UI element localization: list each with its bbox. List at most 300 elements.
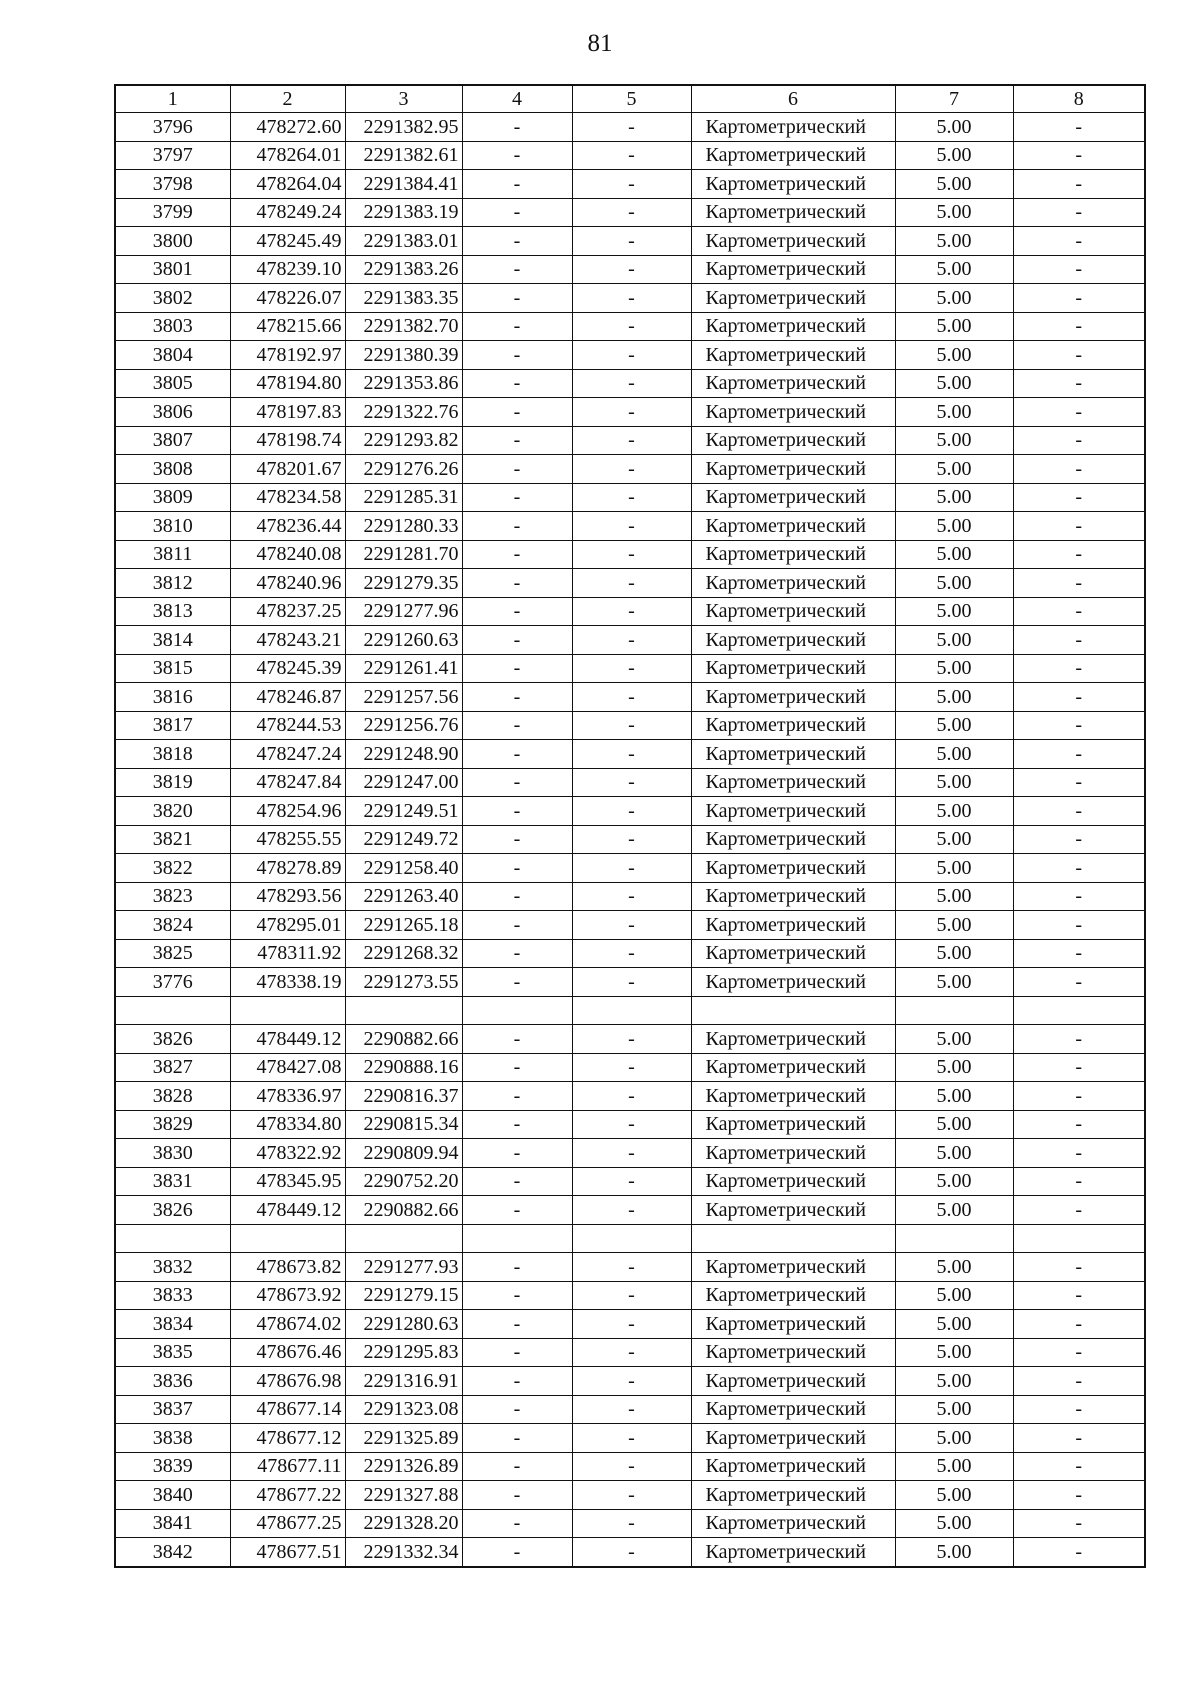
y-coordinate-cell: 2291280.33 — [345, 512, 462, 541]
table-row — [115, 597, 1145, 626]
point-number-cell: 3833 — [115, 1281, 230, 1310]
method-cell: Картометрический — [691, 113, 895, 142]
col-5-cell: - — [572, 512, 691, 541]
col-5-cell: - — [572, 1509, 691, 1538]
col-5-cell: - — [572, 341, 691, 370]
col-8-cell: - — [1013, 540, 1145, 569]
y-coordinate-cell: 2291326.89 — [345, 1452, 462, 1481]
point-number-cell: 3836 — [115, 1367, 230, 1396]
col-5-cell: - — [572, 455, 691, 484]
accuracy-cell: 5.00 — [895, 1452, 1013, 1481]
col-4-cell: - — [462, 1538, 572, 1567]
col-8-cell: - — [1013, 1424, 1145, 1453]
table-row — [115, 683, 1145, 712]
method-cell: Картометрический — [691, 740, 895, 769]
col-5-cell: - — [572, 597, 691, 626]
method-cell: Картометрический — [691, 1395, 895, 1424]
method-cell: Картометрический — [691, 1281, 895, 1310]
x-coordinate-cell: 478254.96 — [230, 797, 345, 826]
point-number-cell: 3814 — [115, 626, 230, 655]
col-4-cell: - — [462, 654, 572, 683]
y-coordinate-cell: 2290888.16 — [345, 1053, 462, 1082]
x-coordinate-cell: 478240.96 — [230, 569, 345, 598]
method-cell: Картометрический — [691, 768, 895, 797]
accuracy-cell: 5.00 — [895, 854, 1013, 883]
col-8-cell: - — [1013, 939, 1145, 968]
table-row — [115, 141, 1145, 170]
col-5-cell: - — [572, 1310, 691, 1339]
col-8-cell: - — [1013, 654, 1145, 683]
col-5-cell: - — [572, 1395, 691, 1424]
col-4-cell: - — [462, 1082, 572, 1111]
method-cell: Картометрический — [691, 1196, 895, 1225]
table-row — [115, 882, 1145, 911]
y-coordinate-cell: 2291383.26 — [345, 255, 462, 284]
col-5-cell: - — [572, 797, 691, 826]
y-coordinate-cell: 2291277.96 — [345, 597, 462, 626]
accuracy-cell: 5.00 — [895, 284, 1013, 313]
point-number-cell: 3840 — [115, 1481, 230, 1510]
col-8-cell: - — [1013, 170, 1145, 199]
col-8-cell: - — [1013, 1338, 1145, 1367]
method-cell: Картометрический — [691, 198, 895, 227]
method-cell: Картометрический — [691, 1509, 895, 1538]
col-8-cell: - — [1013, 569, 1145, 598]
table-row — [115, 227, 1145, 256]
table-row — [115, 455, 1145, 484]
point-number-cell: 3831 — [115, 1167, 230, 1196]
point-number-cell: 3827 — [115, 1053, 230, 1082]
point-number-cell: 3842 — [115, 1538, 230, 1567]
col-5-cell: - — [572, 1367, 691, 1396]
accuracy-cell: 5.00 — [895, 1196, 1013, 1225]
accuracy-cell: 5.00 — [895, 825, 1013, 854]
y-coordinate-cell: 2291258.40 — [345, 854, 462, 883]
header-cell-1: 1 — [115, 85, 230, 113]
x-coordinate-cell: 478201.67 — [230, 455, 345, 484]
col-8-cell: - — [1013, 1110, 1145, 1139]
table-row — [115, 1025, 1145, 1054]
col-4-cell: - — [462, 626, 572, 655]
point-number-cell: 3800 — [115, 227, 230, 256]
col-4-cell: - — [462, 939, 572, 968]
col-4-cell: - — [462, 255, 572, 284]
point-number-cell: 3821 — [115, 825, 230, 854]
point-number-cell: 3803 — [115, 312, 230, 341]
point-number-cell: 3837 — [115, 1395, 230, 1424]
point-number-cell: 3826 — [115, 1025, 230, 1054]
point-number-cell — [115, 1224, 230, 1253]
col-4-cell: - — [462, 740, 572, 769]
y-coordinate-cell: 2291383.01 — [345, 227, 462, 256]
col-4-cell: - — [462, 341, 572, 370]
col-4-cell: - — [462, 825, 572, 854]
coordinates-table — [114, 84, 1146, 1568]
x-coordinate-cell: 478192.97 — [230, 341, 345, 370]
col-4-cell: - — [462, 968, 572, 997]
accuracy-cell: 5.00 — [895, 882, 1013, 911]
point-number-cell: 3807 — [115, 426, 230, 455]
col-5-cell: - — [572, 654, 691, 683]
y-coordinate-cell: 2291293.82 — [345, 426, 462, 455]
table-row — [115, 740, 1145, 769]
col-8-cell: - — [1013, 1452, 1145, 1481]
col-8-cell: - — [1013, 141, 1145, 170]
point-number-cell: 3802 — [115, 284, 230, 313]
method-cell: Картометрический — [691, 1139, 895, 1168]
x-coordinate-cell: 478243.21 — [230, 626, 345, 655]
table-row — [115, 170, 1145, 199]
y-coordinate-cell: 2291383.35 — [345, 284, 462, 313]
table-row — [115, 911, 1145, 940]
point-number-cell: 3818 — [115, 740, 230, 769]
method-cell: Картометрический — [691, 1167, 895, 1196]
y-coordinate-cell: 2291260.63 — [345, 626, 462, 655]
point-number-cell: 3825 — [115, 939, 230, 968]
col-4-cell: - — [462, 1338, 572, 1367]
header-row — [115, 85, 1145, 113]
point-number-cell: 3824 — [115, 911, 230, 940]
col-5-cell: - — [572, 369, 691, 398]
col-5-cell: - — [572, 968, 691, 997]
x-coordinate-cell: 478244.53 — [230, 711, 345, 740]
accuracy-cell: 5.00 — [895, 683, 1013, 712]
col-8-cell: - — [1013, 1167, 1145, 1196]
x-coordinate-cell: 478272.60 — [230, 113, 345, 142]
col-4-cell: - — [462, 1167, 572, 1196]
x-coordinate-cell: 478237.25 — [230, 597, 345, 626]
method-cell: Картометрический — [691, 170, 895, 199]
point-number-cell — [115, 996, 230, 1025]
y-coordinate-cell: 2291263.40 — [345, 882, 462, 911]
method-cell: Картометрический — [691, 711, 895, 740]
col-8-cell: - — [1013, 1053, 1145, 1082]
accuracy-cell: 5.00 — [895, 654, 1013, 683]
x-coordinate-cell: 478247.84 — [230, 768, 345, 797]
method-cell: Картометрический — [691, 369, 895, 398]
col-8-cell: - — [1013, 1025, 1145, 1054]
y-coordinate-cell: 2290815.34 — [345, 1110, 462, 1139]
y-coordinate-cell: 2291265.18 — [345, 911, 462, 940]
accuracy-cell: 5.00 — [895, 1538, 1013, 1567]
point-number-cell: 3834 — [115, 1310, 230, 1339]
col-5-cell — [572, 1224, 691, 1253]
method-cell: Картометрический — [691, 398, 895, 427]
col-8-cell — [1013, 1224, 1145, 1253]
y-coordinate-cell: 2291281.70 — [345, 540, 462, 569]
y-coordinate-cell: 2291256.76 — [345, 711, 462, 740]
header-cell-6: 6 — [691, 85, 895, 113]
accuracy-cell: 5.00 — [895, 797, 1013, 826]
col-4-cell: - — [462, 455, 572, 484]
x-coordinate-cell: 478674.02 — [230, 1310, 345, 1339]
table-row — [115, 312, 1145, 341]
x-coordinate-cell: 478247.24 — [230, 740, 345, 769]
y-coordinate-cell: 2290882.66 — [345, 1025, 462, 1054]
y-coordinate-cell: 2291248.90 — [345, 740, 462, 769]
col-5-cell: - — [572, 1481, 691, 1510]
accuracy-cell: 5.00 — [895, 939, 1013, 968]
y-coordinate-cell: 2291277.93 — [345, 1253, 462, 1282]
table-row — [115, 968, 1145, 997]
y-coordinate-cell: 2291276.26 — [345, 455, 462, 484]
accuracy-cell — [895, 1224, 1013, 1253]
method-cell: Картометрический — [691, 284, 895, 313]
point-number-cell: 3810 — [115, 512, 230, 541]
method-cell: Картометрический — [691, 1310, 895, 1339]
col-8-cell: - — [1013, 797, 1145, 826]
x-coordinate-cell — [230, 996, 345, 1025]
col-5-cell: - — [572, 284, 691, 313]
accuracy-cell: 5.00 — [895, 341, 1013, 370]
table-row — [115, 1481, 1145, 1510]
col-5-cell: - — [572, 1253, 691, 1282]
col-5-cell: - — [572, 1281, 691, 1310]
y-coordinate-cell: 2291279.35 — [345, 569, 462, 598]
accuracy-cell: 5.00 — [895, 911, 1013, 940]
col-8-cell: - — [1013, 1481, 1145, 1510]
table-row — [115, 113, 1145, 142]
col-5-cell: - — [572, 540, 691, 569]
accuracy-cell — [895, 996, 1013, 1025]
accuracy-cell: 5.00 — [895, 1139, 1013, 1168]
col-4-cell: - — [462, 170, 572, 199]
col-5-cell: - — [572, 1167, 691, 1196]
method-cell: Картометрический — [691, 255, 895, 284]
method-cell: Картометрический — [691, 626, 895, 655]
y-coordinate-cell: 2291332.34 — [345, 1538, 462, 1567]
y-coordinate-cell: 2291322.76 — [345, 398, 462, 427]
table-row — [115, 939, 1145, 968]
y-coordinate-cell: 2291382.95 — [345, 113, 462, 142]
point-number-cell: 3819 — [115, 768, 230, 797]
accuracy-cell: 5.00 — [895, 1367, 1013, 1396]
col-4-cell: - — [462, 1509, 572, 1538]
y-coordinate-cell: 2291380.39 — [345, 341, 462, 370]
col-4-cell: - — [462, 854, 572, 883]
col-8-cell: - — [1013, 1538, 1145, 1567]
point-number-cell: 3804 — [115, 341, 230, 370]
col-4-cell: - — [462, 1395, 572, 1424]
x-coordinate-cell: 478194.80 — [230, 369, 345, 398]
col-4-cell: - — [462, 284, 572, 313]
y-coordinate-cell: 2291325.89 — [345, 1424, 462, 1453]
accuracy-cell: 5.00 — [895, 1424, 1013, 1453]
accuracy-cell: 5.00 — [895, 597, 1013, 626]
x-coordinate-cell: 478249.24 — [230, 198, 345, 227]
point-number-cell: 3817 — [115, 711, 230, 740]
col-8-cell: - — [1013, 1281, 1145, 1310]
accuracy-cell: 5.00 — [895, 170, 1013, 199]
x-coordinate-cell: 478234.58 — [230, 483, 345, 512]
accuracy-cell: 5.00 — [895, 540, 1013, 569]
col-5-cell: - — [572, 768, 691, 797]
method-cell: Картометрический — [691, 1538, 895, 1567]
header-cell-8: 8 — [1013, 85, 1145, 113]
col-4-cell: - — [462, 1452, 572, 1481]
method-cell: Картометрический — [691, 1110, 895, 1139]
x-coordinate-cell: 478676.98 — [230, 1367, 345, 1396]
table-row — [115, 426, 1145, 455]
x-coordinate-cell: 478334.80 — [230, 1110, 345, 1139]
accuracy-cell: 5.00 — [895, 483, 1013, 512]
accuracy-cell: 5.00 — [895, 740, 1013, 769]
accuracy-cell: 5.00 — [895, 1110, 1013, 1139]
header-cell-4: 4 — [462, 85, 572, 113]
y-coordinate-cell: 2290752.20 — [345, 1167, 462, 1196]
table-row — [115, 1281, 1145, 1310]
x-coordinate-cell: 478336.97 — [230, 1082, 345, 1111]
accuracy-cell: 5.00 — [895, 968, 1013, 997]
method-cell: Картометрический — [691, 426, 895, 455]
y-coordinate-cell: 2291268.32 — [345, 939, 462, 968]
point-number-cell: 3820 — [115, 797, 230, 826]
accuracy-cell: 5.00 — [895, 1481, 1013, 1510]
accuracy-cell: 5.00 — [895, 426, 1013, 455]
table-row — [115, 1367, 1145, 1396]
col-8-cell: - — [1013, 369, 1145, 398]
col-4-cell: - — [462, 1367, 572, 1396]
table-row — [115, 1395, 1145, 1424]
col-8-cell: - — [1013, 255, 1145, 284]
col-4-cell: - — [462, 1053, 572, 1082]
method-cell: Картометрический — [691, 1082, 895, 1111]
col-8-cell: - — [1013, 968, 1145, 997]
col-5-cell: - — [572, 141, 691, 170]
method-cell: Картометрический — [691, 1424, 895, 1453]
method-cell — [691, 996, 895, 1025]
table-body — [115, 85, 1145, 1567]
accuracy-cell: 5.00 — [895, 398, 1013, 427]
col-4-cell: - — [462, 1481, 572, 1510]
col-5-cell: - — [572, 483, 691, 512]
col-4-cell: - — [462, 198, 572, 227]
method-cell: Картометрический — [691, 512, 895, 541]
method-cell: Картометрический — [691, 654, 895, 683]
col-5-cell: - — [572, 113, 691, 142]
accuracy-cell: 5.00 — [895, 255, 1013, 284]
point-number-cell: 3829 — [115, 1110, 230, 1139]
accuracy-cell: 5.00 — [895, 1167, 1013, 1196]
accuracy-cell: 5.00 — [895, 1281, 1013, 1310]
y-coordinate-cell: 2291273.55 — [345, 968, 462, 997]
point-number-cell: 3776 — [115, 968, 230, 997]
col-8-cell: - — [1013, 227, 1145, 256]
y-coordinate-cell: 2290809.94 — [345, 1139, 462, 1168]
point-number-cell: 3808 — [115, 455, 230, 484]
col-5-cell: - — [572, 882, 691, 911]
y-coordinate-cell — [345, 1224, 462, 1253]
table-row — [115, 284, 1145, 313]
x-coordinate-cell: 478245.49 — [230, 227, 345, 256]
accuracy-cell: 5.00 — [895, 1025, 1013, 1054]
col-5-cell: - — [572, 1338, 691, 1367]
point-number-cell: 3798 — [115, 170, 230, 199]
col-8-cell: - — [1013, 455, 1145, 484]
method-cell: Картометрический — [691, 911, 895, 940]
method-cell: Картометрический — [691, 1481, 895, 1510]
x-coordinate-cell: 478278.89 — [230, 854, 345, 883]
method-cell: Картометрический — [691, 1338, 895, 1367]
x-coordinate-cell: 478236.44 — [230, 512, 345, 541]
y-coordinate-cell: 2291249.72 — [345, 825, 462, 854]
x-coordinate-cell: 478198.74 — [230, 426, 345, 455]
table-row — [115, 854, 1145, 883]
table-row — [115, 1167, 1145, 1196]
point-number-cell: 3812 — [115, 569, 230, 598]
method-cell: Картометрический — [691, 312, 895, 341]
col-4-cell: - — [462, 597, 572, 626]
x-coordinate-cell: 478240.08 — [230, 540, 345, 569]
method-cell: Картометрический — [691, 455, 895, 484]
accuracy-cell: 5.00 — [895, 113, 1013, 142]
col-8-cell: - — [1013, 426, 1145, 455]
accuracy-cell: 5.00 — [895, 1082, 1013, 1111]
table-row — [115, 797, 1145, 826]
accuracy-cell: 5.00 — [895, 1509, 1013, 1538]
accuracy-cell: 5.00 — [895, 312, 1013, 341]
x-coordinate-cell: 478264.04 — [230, 170, 345, 199]
col-4-cell: - — [462, 1110, 572, 1139]
x-coordinate-cell: 478673.82 — [230, 1253, 345, 1282]
method-cell: Картометрический — [691, 141, 895, 170]
point-number-cell: 3797 — [115, 141, 230, 170]
table-row — [115, 341, 1145, 370]
col-4-cell: - — [462, 1310, 572, 1339]
x-coordinate-cell: 478239.10 — [230, 255, 345, 284]
col-4-cell: - — [462, 398, 572, 427]
accuracy-cell: 5.00 — [895, 1338, 1013, 1367]
col-4-cell: - — [462, 768, 572, 797]
col-8-cell: - — [1013, 882, 1145, 911]
method-cell: Картометрический — [691, 1253, 895, 1282]
col-8-cell: - — [1013, 711, 1145, 740]
y-coordinate-cell: 2291257.56 — [345, 683, 462, 712]
point-number-cell: 3796 — [115, 113, 230, 142]
x-coordinate-cell: 478673.92 — [230, 1281, 345, 1310]
method-cell: Картометрический — [691, 483, 895, 512]
method-cell: Картометрический — [691, 540, 895, 569]
y-coordinate-cell: 2291285.31 — [345, 483, 462, 512]
col-4-cell: - — [462, 426, 572, 455]
col-4-cell: - — [462, 369, 572, 398]
x-coordinate-cell: 478311.92 — [230, 939, 345, 968]
x-coordinate-cell: 478677.25 — [230, 1509, 345, 1538]
col-4-cell: - — [462, 227, 572, 256]
col-5-cell: - — [572, 939, 691, 968]
accuracy-cell: 5.00 — [895, 1253, 1013, 1282]
table-row — [115, 1196, 1145, 1225]
point-number-cell: 3835 — [115, 1338, 230, 1367]
col-5-cell: - — [572, 825, 691, 854]
col-5-cell: - — [572, 398, 691, 427]
col-4-cell: - — [462, 540, 572, 569]
point-number-cell: 3839 — [115, 1452, 230, 1481]
accuracy-cell: 5.00 — [895, 1053, 1013, 1082]
method-cell: Картометрический — [691, 882, 895, 911]
x-coordinate-cell: 478677.14 — [230, 1395, 345, 1424]
x-coordinate-cell: 478264.01 — [230, 141, 345, 170]
x-coordinate-cell — [230, 1224, 345, 1253]
point-number-cell: 3816 — [115, 683, 230, 712]
x-coordinate-cell: 478226.07 — [230, 284, 345, 313]
y-coordinate-cell: 2291295.83 — [345, 1338, 462, 1367]
method-cell: Картометрический — [691, 1025, 895, 1054]
x-coordinate-cell: 478338.19 — [230, 968, 345, 997]
point-number-cell: 3813 — [115, 597, 230, 626]
x-coordinate-cell: 478449.12 — [230, 1025, 345, 1054]
col-8-cell: - — [1013, 284, 1145, 313]
